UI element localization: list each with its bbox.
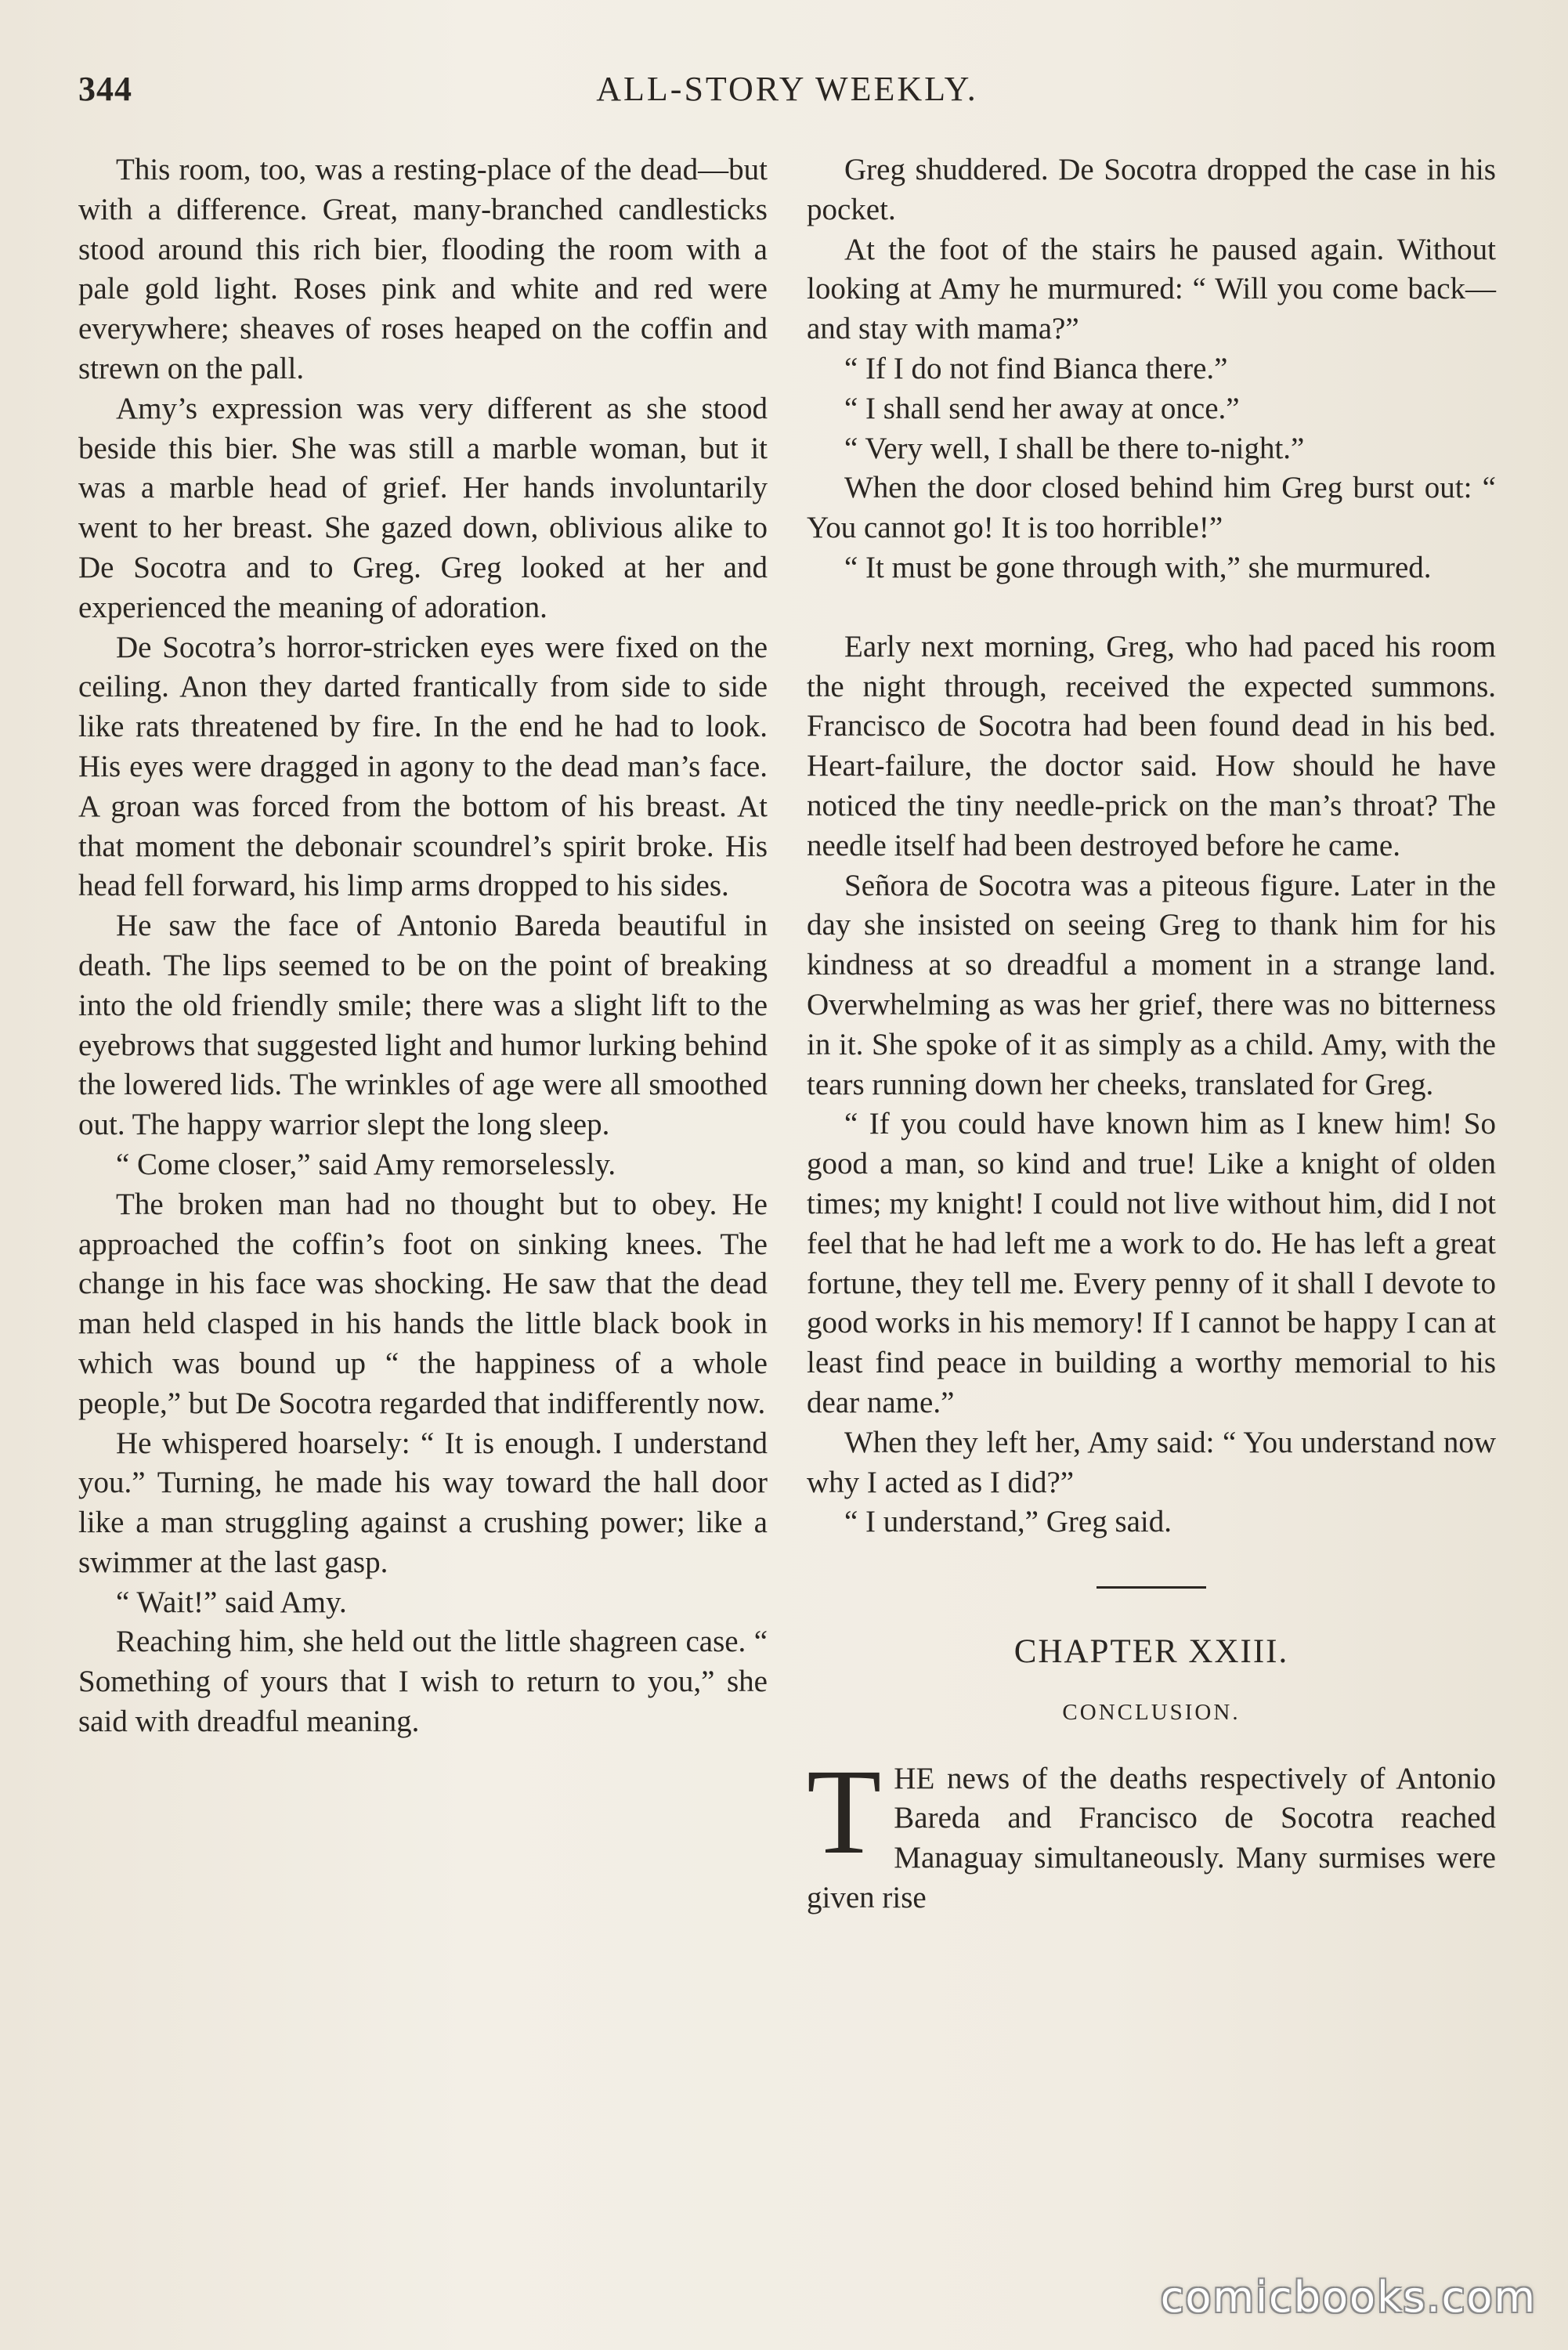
paragraph: Señora de Socotra was a piteous figure. Later in the day she insisted on seeing Greg to thank him for his kindness at so dreadful a moment in a strange land. Overwhelming as was her grief, there was no bitterness in it. She spoke of it as simply as a child. Amy, with the tears running down her cheeks, translated for Greg.	[807, 868, 1496, 1101]
paragraph: He saw the face of Antonio Bareda beautiful in death. The lips seemed to be on the point of breaking into the old friendly smile; there was a slight lift to the eyebrows that suggested light and humor lurking behind the lowered lids. The wrinkles of age were all smoothed out. The happy warrior slept the long sleep.	[78, 909, 768, 1142]
paragraph: He whispered hoarsely: “ It is enough. I understand you.” Turning, he made his way toward the hall door like a man struggling against a crushing power; like a swimmer at the last gasp.	[78, 1426, 768, 1579]
paragraph: When they left her, Amy said: “ You understand now why I acted as I did?”	[807, 1425, 1496, 1499]
paragraph: De Socotra’s horror-stricken eyes were fixed on the ceiling. Anon they darted frantically from side to side like rats threatened by fire. In the end he had to look. His eyes were dragged in agony to the dead man’s face. A groan was forced from the bottom of his breast. At that moment the debonair scoundrel’s spirit broke. His head fell forward, his limp arms dropped to his sides.	[78, 630, 768, 903]
paragraph: “ It must be gone through with,” she murmured.	[844, 550, 1432, 584]
paragraph: “ I understand,” Greg said.	[844, 1505, 1172, 1539]
section-divider	[1097, 1586, 1206, 1589]
paragraph: “ If you could have known him as I knew him! So good a man, so kind and true! Like a knight of olden times; my knight! I could not live without him, did I not feel that he had left me a work to do. He has left a great fortune, they tell me. Every penny of it shall I devote to good works in his memory! If I cannot be happy I can at least find peace in building a worthy memorial to his dear name.”	[807, 1107, 1496, 1419]
page-header	[78, 69, 1496, 124]
chapter-opening-paragraph	[807, 1743, 1496, 1918]
chapter-subtitle: CONCLUSION.	[1062, 1699, 1241, 1725]
paragraph: “ I shall send her away at once.”	[844, 391, 1240, 425]
chapter-title: CHAPTER XXIII.	[1013, 1633, 1289, 1671]
running-head: ALL-STORY WEEKLY.	[596, 70, 978, 108]
chapter-opening-text: HE news of the deaths respectively of Antonio Bareda and Francisco de Socotra reached Managuay simultaneously. Many surmises were given rise	[807, 1761, 1496, 1915]
paragraph: “ If I do not find Bianca there.”	[844, 351, 1228, 385]
paragraph: Amy’s expression was very different as she stood beside this bier. She was still a marble woman, but it was a marble head of grief. Her hands involuntarily went to her breast. She gazed down, oblivious alike to De Socotra and to Greg. Greg looked at her and experienced the meaning of adoration.	[78, 391, 768, 624]
left-column	[78, 150, 768, 1742]
site-watermark: comicbooks.com	[1160, 2272, 1537, 2322]
right-column	[807, 150, 1496, 1918]
paragraph: At the foot of the stairs he paused again. Without looking at Amy he murmured: “ Will you come back—and stay with mama?”	[807, 232, 1496, 346]
paragraph: “ Wait!” said Amy.	[116, 1585, 347, 1619]
drop-cap: T	[807, 1743, 882, 1879]
paragraph: Early next morning, Greg, who had paced his room the night through, received the expected summons. Francisco de Socotra had been found dead in his bed. Heart-failure, the doctor said. How should he have noticed the tiny needle-prick on the man’s throat? The needle itself had been destroyed before he came.	[807, 629, 1496, 862]
page-number: 344	[78, 70, 132, 108]
paragraph: When the door closed behind him Greg burst out: “ You cannot go! It is too horrible!”	[807, 471, 1496, 545]
paragraph: Reaching him, she held out the little shagreen case. “ Something of yours that I wish to return to you,” she said with dreadful meaning.	[78, 1625, 768, 1739]
paragraph: “ Come closer,” said Amy remorselessly.	[116, 1147, 616, 1181]
paragraph: “ Very well, I shall be there to-night.”	[844, 431, 1305, 465]
paragraph: Greg shuddered. De Socotra dropped the case in his pocket.	[807, 153, 1496, 226]
paragraph: The broken man had no thought but to obey. He approached the coffin’s foot on sinking knees. The change in his face was shocking. He saw that the dead man held clasped in his hands the little black book in which was bound up “ the happiness of a whole people,” but De Socotra regarded that indifferently now.	[78, 1187, 768, 1420]
paragraph: This room, too, was a resting-place of the dead—but with a difference. Great, many-branched candlesticks stood around this rich bier, flooding the room with a pale gold light. Roses pink and white and red were everywhere; sheaves of roses heaped on the coffin and strewn on the pall.	[78, 153, 768, 385]
